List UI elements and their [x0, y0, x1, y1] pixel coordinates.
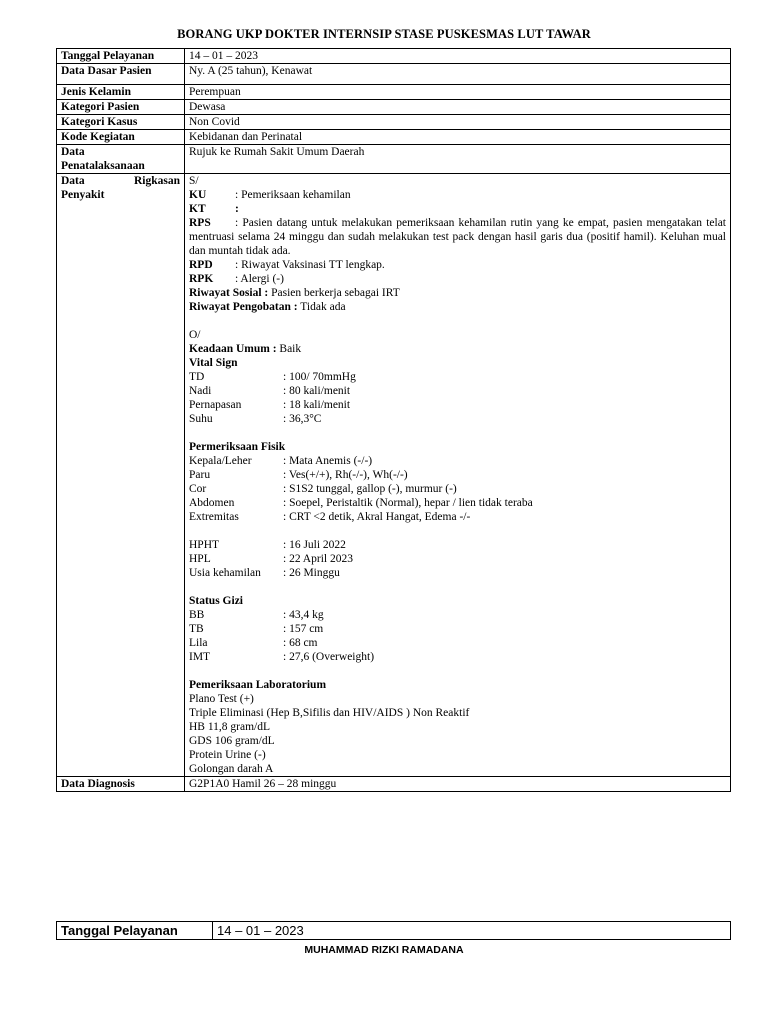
rpk-value: : Alergi (-)	[235, 273, 284, 285]
vital-value: : 80 kali/menit	[283, 385, 351, 397]
row-jenis-kelamin	[57, 85, 731, 100]
value-kategori-kasus: Non Covid	[185, 115, 731, 130]
label-penatalaksanaan-line2: Penatalaksanaan	[61, 160, 145, 172]
vital-row	[189, 398, 726, 412]
pemeriksaan-fisik-heading: Permeriksaan Fisik	[189, 441, 286, 453]
ku-key: KU	[189, 189, 207, 201]
kehamilan-value: : 22 April 2023	[283, 553, 353, 565]
riwayat-sosial-value: Pasien berkerja sebagai IRT	[268, 287, 400, 299]
vital-key: TD	[189, 371, 205, 383]
value-data-penatalaksanaan: Rujuk ke Rumah Sakit Umum Daerah	[185, 145, 731, 174]
subjective-heading: S/	[189, 175, 199, 187]
label-ringkasan-line1	[61, 174, 180, 188]
vital-key: Nadi	[189, 385, 212, 397]
status-gizi-heading: Status Gizi	[189, 595, 243, 607]
label-ringkasan-word-data: Data	[61, 175, 85, 187]
fisik-row	[189, 482, 726, 496]
riwayat-sosial-key: Riwayat Sosial :	[189, 287, 269, 299]
label-data-ringkasan-penyakit	[57, 174, 185, 777]
lab-item: Protein Urine (-)	[189, 749, 266, 761]
value-tanggal-pelayanan: 14 – 01 – 2023	[185, 49, 731, 64]
label-kategori-pasien: Kategori Pasien	[57, 100, 185, 115]
row-data-diagnosis	[57, 777, 731, 792]
fisik-row	[189, 454, 726, 468]
fisik-key: Cor	[189, 483, 207, 495]
kehamilan-key: HPL	[189, 553, 211, 565]
footer-value: 14 – 01 – 2023	[213, 922, 731, 940]
fisik-key: Abdomen	[189, 497, 235, 509]
ukp-form-table	[56, 48, 731, 792]
value-data-ringkasan-penyakit	[185, 174, 731, 777]
label-data-penatalaksanaan	[57, 145, 185, 174]
label-ringkasan-line2: Penyakit	[61, 189, 105, 201]
vital-key: Suhu	[189, 413, 213, 425]
fisik-value: : Mata Anemis (-/-)	[283, 455, 373, 467]
value-kategori-pasien: Dewasa	[185, 100, 731, 115]
doctor-name: MUHAMMAD RIZKI RAMADANA	[304, 944, 464, 956]
spacer	[189, 580, 726, 594]
keadaan-umum-key: Keadaan Umum :	[189, 343, 277, 355]
value-data-diagnosis: G2P1A0 Hamil 26 – 28 minggu	[185, 777, 731, 792]
gizi-row	[189, 608, 726, 622]
vital-value: : 18 kali/menit	[283, 399, 351, 411]
riwayat-pengobatan-key: Riwayat Pengobatan :	[189, 301, 298, 313]
rpd-key: RPD	[189, 259, 213, 271]
laboratorium-heading: Pemeriksaan Laboratorium	[189, 679, 327, 691]
spacer	[189, 426, 726, 440]
fisik-row	[189, 468, 726, 482]
gizi-key: IMT	[189, 651, 211, 663]
row-data-ringkasan-penyakit	[57, 174, 731, 777]
vital-row	[189, 384, 726, 398]
label-tanggal-pelayanan: Tanggal Pelayanan	[57, 49, 185, 64]
gizi-key: TB	[189, 623, 204, 635]
gizi-value: : 27,6 (Overweight)	[283, 651, 375, 663]
spacer	[189, 664, 726, 678]
kehamilan-key: HPHT	[189, 539, 220, 551]
vital-row	[189, 370, 726, 384]
fisik-value: : Ves(+/+), Rh(-/-), Wh(-/-)	[283, 469, 408, 481]
spacer	[189, 314, 726, 328]
vital-value: : 36,3°C	[283, 413, 322, 425]
fisik-value: : Soepel, Peristaltik (Normal), hepar / lien tidak teraba	[283, 497, 533, 509]
footer-table	[56, 921, 731, 940]
fisik-value: : CRT <2 detik, Akral Hangat, Edema -/-	[283, 511, 471, 523]
rps-text: : Pasien datang untuk melakukan pemeriksaan kehamilan rutin yang ke empat, pasien mengatakan telat mentruasi selama 24 minggu dan sudah melakukan test pack dengan hasil garis dua (positif hamil). Keluhan mual dan muntah tidak ada.	[189, 217, 726, 257]
fisik-value: : S1S2 tunggal, gallop (-), murmur (-)	[283, 483, 457, 495]
label-kategori-kasus: Kategori Kasus	[57, 115, 185, 130]
fisik-key: Paru	[189, 469, 211, 481]
kehamilan-row	[189, 566, 726, 580]
riwayat-sosial-line	[189, 286, 726, 300]
row-data-penatalaksanaan	[57, 145, 731, 174]
vital-value: : 100/ 70mmHg	[283, 371, 356, 383]
label-ringkasan-word-rigkasan: Rigkasan	[133, 175, 180, 187]
rps-key: RPS	[189, 217, 211, 229]
kt-value: :	[235, 203, 239, 215]
gizi-value: : 68 cm	[283, 637, 318, 649]
row-kode-kegiatan	[57, 130, 731, 145]
objective-heading: O/	[189, 329, 201, 341]
keadaan-umum-value: Baik	[276, 343, 302, 355]
kehamilan-row	[189, 538, 726, 552]
kehamilan-value: : 26 Minggu	[283, 567, 340, 579]
kehamilan-value: : 16 Juli 2022	[283, 539, 346, 551]
footer-row	[57, 922, 731, 940]
lab-item: Golongan darah A	[189, 763, 274, 775]
vital-sign-heading: Vital Sign	[189, 357, 238, 369]
row-kategori-kasus	[57, 115, 731, 130]
footer-label: Tanggal Pelayanan	[57, 922, 213, 940]
label-data-dasar-pasien: Data Dasar Pasien	[57, 64, 185, 85]
row-data-dasar-pasien	[57, 64, 731, 85]
spacer	[189, 524, 726, 538]
lab-item: Plano Test (+)	[189, 693, 254, 705]
form-title: BORANG UKP DOKTER INTERNSIP STASE PUSKESMAS LUT TAWAR	[177, 27, 591, 41]
gizi-value: : 43,4 kg	[283, 609, 324, 621]
ku-line	[189, 188, 726, 202]
kt-line	[189, 202, 726, 216]
rpd-line	[189, 258, 726, 272]
row-tanggal-pelayanan	[57, 49, 731, 64]
value-jenis-kelamin: Perempuan	[185, 85, 731, 100]
gizi-key: BB	[189, 609, 205, 621]
value-data-dasar-pasien: Ny. A (25 tahun), Kenawat	[185, 64, 731, 85]
gizi-row	[189, 636, 726, 650]
gizi-row	[189, 622, 726, 636]
fisik-row	[189, 496, 726, 510]
kehamilan-key: Usia kehamilan	[189, 567, 261, 579]
riwayat-pengobatan-line	[189, 300, 726, 314]
rpk-line	[189, 272, 726, 286]
rpd-value: : Riwayat Vaksinasi TT lengkap.	[235, 259, 385, 271]
kehamilan-row	[189, 552, 726, 566]
riwayat-pengobatan-value: Tidak ada	[297, 301, 346, 313]
row-kategori-pasien	[57, 100, 731, 115]
gizi-key: Lila	[189, 637, 208, 649]
label-jenis-kelamin: Jenis Kelamin	[57, 85, 185, 100]
keadaan-umum-line	[189, 342, 726, 356]
fisik-key: Extremitas	[189, 511, 239, 523]
label-data-diagnosis: Data Diagnosis	[57, 777, 185, 792]
vital-row	[189, 412, 726, 426]
label-penatalaksanaan-line1: Data	[61, 146, 85, 158]
rps-paragraph	[189, 216, 726, 258]
lab-item: HB 11,8 gram/dL	[189, 721, 271, 733]
label-kode-kegiatan: Kode Kegiatan	[57, 130, 185, 145]
ku-value: : Pemeriksaan kehamilan	[235, 189, 351, 201]
vital-key: Pernapasan	[189, 399, 242, 411]
fisik-key: Kepala/Leher	[189, 455, 252, 467]
lab-item: Triple Eliminasi (Hep B,Sifilis dan HIV/AIDS ) Non Reaktif	[189, 707, 470, 719]
lab-item: GDS 106 gram/dL	[189, 735, 275, 747]
fisik-row	[189, 510, 726, 524]
kt-key: KT	[189, 203, 206, 215]
value-kode-kegiatan: Kebidanan dan Perinatal	[185, 130, 731, 145]
gizi-value: : 157 cm	[283, 623, 324, 635]
gizi-row	[189, 650, 726, 664]
rpk-key: RPK	[189, 273, 214, 285]
